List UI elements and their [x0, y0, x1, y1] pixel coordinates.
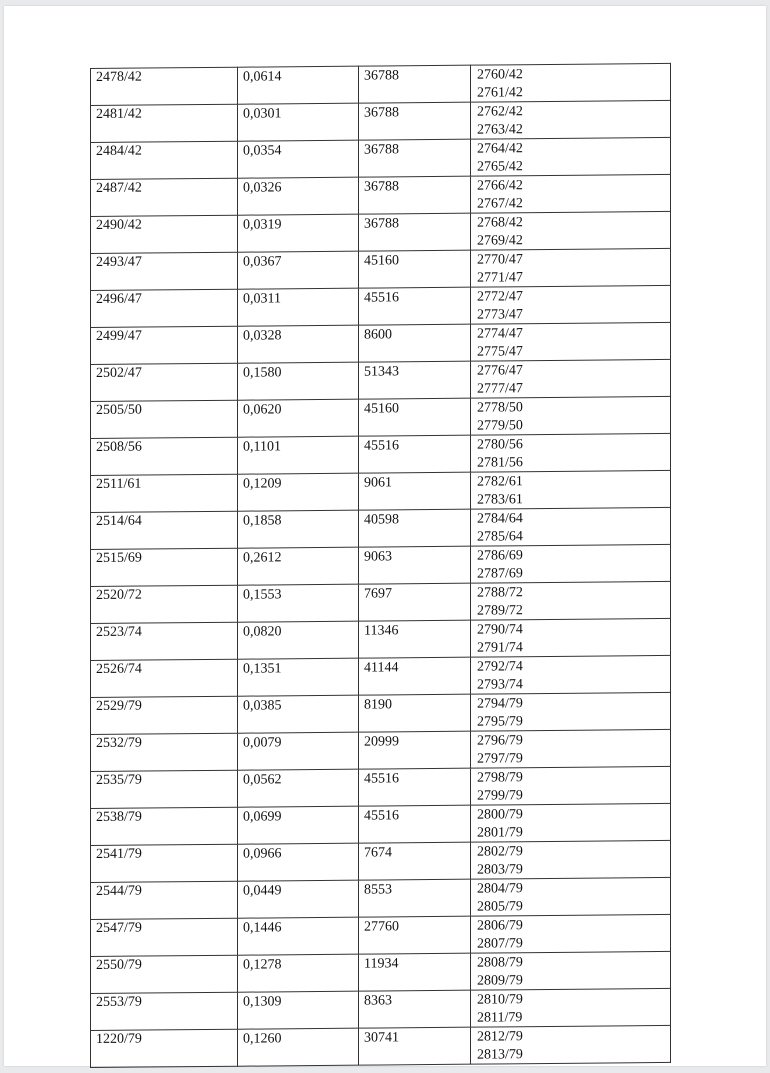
new-parcels-cell	[471, 470, 671, 509]
cell-text: 2794/79	[477, 696, 523, 712]
area-cell	[238, 584, 359, 622]
area-cell	[238, 251, 359, 289]
table-row	[91, 581, 671, 623]
area-cell	[238, 732, 359, 770]
cell-text: 0,1858	[243, 513, 282, 529]
cell-text: 2790/74	[477, 622, 523, 638]
area-cell	[238, 473, 359, 511]
table-row	[91, 285, 671, 327]
cell-text: 2770/47	[477, 252, 523, 268]
cell-text: 2782/61	[477, 474, 523, 490]
code-cell	[359, 731, 471, 769]
cell-text: 2783/61	[477, 492, 523, 508]
cell-text: 2496/47	[96, 291, 142, 307]
cell-text: 36788	[364, 68, 399, 84]
cell-text: 2793/74	[477, 677, 523, 693]
parcel-number-cell	[91, 622, 238, 660]
cell-text: 2760/42	[477, 67, 523, 83]
cell-text: 2808/79	[477, 955, 523, 971]
cell-text: 2771/47	[477, 270, 523, 286]
cell-text: 0,2612	[243, 550, 282, 566]
table-row	[91, 470, 671, 512]
parcel-number-cell	[91, 67, 238, 105]
cell-text: 51343	[364, 364, 399, 380]
cell-text: 0,1553	[243, 587, 282, 603]
code-cell	[359, 805, 471, 843]
parcel-number-cell	[91, 733, 238, 771]
cell-text: 0,0079	[243, 735, 282, 751]
parcel-number-cell	[91, 770, 238, 808]
code-cell	[359, 509, 471, 547]
new-parcels-cell	[471, 507, 671, 546]
cell-text: 2532/79	[96, 735, 142, 751]
code-cell	[359, 842, 471, 880]
parcel-number-cell	[91, 252, 238, 290]
cell-text: 41144	[364, 660, 399, 676]
cell-text: 8600	[364, 327, 392, 343]
parcel-number-cell	[91, 289, 238, 327]
cell-text: 0,0449	[243, 883, 282, 899]
cell-text: 45516	[364, 290, 399, 306]
code-cell	[359, 176, 471, 214]
code-cell	[359, 213, 471, 251]
area-cell	[238, 436, 359, 474]
cell-text: 2812/79	[477, 1029, 523, 1045]
cell-text: 7697	[364, 586, 392, 602]
cell-text: 2809/79	[477, 973, 523, 989]
table-row	[91, 248, 671, 290]
new-parcels-cell	[471, 877, 671, 916]
parcel-number-cell	[91, 511, 238, 549]
cell-text: 2523/74	[96, 624, 142, 640]
area-cell	[238, 214, 359, 252]
cell-text: 8553	[364, 882, 392, 898]
code-cell	[359, 990, 471, 1028]
cell-text: 2761/42	[477, 85, 523, 101]
area-cell	[238, 510, 359, 548]
new-parcels-cell	[471, 1025, 671, 1064]
area-cell	[238, 991, 359, 1029]
cell-text: 0,0354	[243, 143, 282, 159]
new-parcels-cell	[471, 803, 671, 842]
code-cell	[359, 620, 471, 658]
table-row	[91, 951, 671, 993]
table-row	[91, 840, 671, 882]
cell-text: 9063	[364, 549, 392, 565]
code-cell	[359, 250, 471, 288]
cell-text: 0,0311	[243, 291, 281, 307]
cell-text: 27760	[364, 919, 399, 935]
area-cell	[238, 769, 359, 807]
parcel-number-cell	[91, 696, 238, 734]
area-cell	[238, 880, 359, 918]
table-row	[91, 655, 671, 697]
cell-text: 0,1446	[243, 920, 282, 936]
parcel-number-cell	[91, 918, 238, 956]
code-cell	[359, 768, 471, 806]
cell-text: 2762/42	[477, 104, 523, 120]
area-cell	[238, 103, 359, 141]
new-parcels-cell	[471, 100, 671, 139]
cell-text: 45516	[364, 771, 399, 787]
area-cell	[238, 1028, 359, 1066]
code-cell	[359, 287, 471, 325]
cell-text: 2810/79	[477, 992, 523, 1008]
area-cell	[238, 658, 359, 696]
cell-text: 0,1260	[243, 1031, 282, 1047]
code-cell	[359, 324, 471, 362]
table-row	[91, 618, 671, 660]
cell-text: 2535/79	[96, 772, 142, 788]
cell-text: 0,0326	[243, 180, 282, 196]
cell-text: 2547/79	[96, 920, 142, 936]
cell-text: 2499/47	[96, 328, 142, 344]
cell-text: 2796/79	[477, 733, 523, 749]
cell-text: 2813/79	[477, 1047, 523, 1063]
parcel-number-cell	[91, 992, 238, 1030]
table-row	[91, 692, 671, 734]
cell-text: 2807/79	[477, 936, 523, 952]
parcel-number-cell	[91, 400, 238, 438]
new-parcels-cell	[471, 174, 671, 213]
parcel-number-cell	[91, 1029, 238, 1067]
table-row	[91, 1025, 671, 1067]
cell-text: 0,0699	[243, 809, 282, 825]
cell-text: 2798/79	[477, 770, 523, 786]
cell-text: 2763/42	[477, 122, 523, 138]
cell-text: 0,0562	[243, 772, 282, 788]
parcel-number-cell	[91, 585, 238, 623]
parcel-number-cell	[91, 104, 238, 142]
cell-text: 2490/42	[96, 217, 142, 233]
area-cell	[238, 399, 359, 437]
cell-text: 2781/56	[477, 455, 523, 471]
code-cell	[359, 657, 471, 695]
cell-text: 2511/61	[96, 476, 142, 492]
cell-text: 11346	[364, 623, 399, 639]
cell-text: 2789/72	[477, 603, 523, 619]
cell-text: 7674	[364, 845, 392, 861]
cell-text: 45516	[364, 438, 399, 454]
table-row	[91, 877, 671, 919]
cell-text: 0,0328	[243, 328, 282, 344]
code-cell	[359, 694, 471, 732]
cell-text: 0,1580	[243, 365, 282, 381]
cell-text: 2515/69	[96, 550, 142, 566]
cell-text: 9061	[364, 475, 392, 491]
area-cell	[238, 66, 359, 104]
table-row	[91, 766, 671, 808]
cell-text: 2779/50	[477, 418, 523, 434]
cell-text: 0,0301	[243, 106, 282, 122]
cell-text: 2520/72	[96, 587, 142, 603]
parcel-number-cell	[91, 178, 238, 216]
area-cell	[238, 917, 359, 955]
new-parcels-cell	[471, 766, 671, 805]
cell-text: 0,1351	[243, 661, 282, 677]
cell-text: 2805/79	[477, 899, 523, 915]
cell-text: 36788	[364, 216, 399, 232]
code-cell	[359, 583, 471, 621]
area-cell	[238, 362, 359, 400]
code-cell	[359, 361, 471, 399]
table-row	[91, 63, 671, 105]
cell-text: 20999	[364, 734, 399, 750]
table-row	[91, 174, 671, 216]
cell-text: 2806/79	[477, 918, 523, 934]
table-row	[91, 433, 671, 475]
table-row	[91, 100, 671, 142]
code-cell	[359, 1027, 471, 1065]
cell-text: 2776/47	[477, 363, 523, 379]
code-cell	[359, 102, 471, 140]
new-parcels-cell	[471, 248, 671, 287]
parcel-number-cell	[91, 881, 238, 919]
cell-text: 2502/47	[96, 365, 142, 381]
cell-text: 2769/42	[477, 233, 523, 249]
cell-text: 0,0620	[243, 402, 282, 418]
code-cell	[359, 953, 471, 991]
area-cell	[238, 806, 359, 844]
new-parcels-cell	[471, 581, 671, 620]
new-parcels-cell	[471, 951, 671, 990]
cell-text: 2487/42	[96, 180, 142, 196]
cell-text: 2791/74	[477, 640, 523, 656]
cell-text: 2800/79	[477, 807, 523, 823]
table-row	[91, 988, 671, 1030]
cell-text: 1220/79	[96, 1031, 142, 1047]
cell-text: 2799/79	[477, 788, 523, 804]
cell-text: 2788/72	[477, 585, 523, 601]
new-parcels-cell	[471, 322, 671, 361]
cell-text: 45160	[364, 401, 399, 417]
cell-text: 2803/79	[477, 862, 523, 878]
new-parcels-cell	[471, 433, 671, 472]
code-cell	[359, 916, 471, 954]
cell-text: 2795/79	[477, 714, 523, 730]
cell-text: 2505/50	[96, 402, 142, 418]
new-parcels-cell	[471, 396, 671, 435]
new-parcels-cell	[471, 359, 671, 398]
new-parcels-cell	[471, 914, 671, 953]
table-row	[91, 396, 671, 438]
table-row	[91, 803, 671, 845]
cell-text: 2787/69	[477, 566, 523, 582]
cell-text: 2801/79	[477, 825, 523, 841]
cell-text: 8190	[364, 697, 392, 713]
cell-text: 2772/47	[477, 289, 523, 305]
area-cell	[238, 843, 359, 881]
new-parcels-cell	[471, 988, 671, 1027]
code-cell	[359, 139, 471, 177]
area-cell	[238, 547, 359, 585]
cell-text: 2775/47	[477, 344, 523, 360]
cell-text: 11934	[364, 956, 399, 972]
cell-text: 2478/42	[96, 69, 142, 85]
cell-text: 2484/42	[96, 143, 142, 159]
cell-text: 2481/42	[96, 106, 142, 122]
parcel-number-cell	[91, 474, 238, 512]
cell-text: 2550/79	[96, 957, 142, 973]
cell-text: 45516	[364, 808, 399, 824]
area-cell	[238, 325, 359, 363]
cell-text: 2768/42	[477, 215, 523, 231]
new-parcels-cell	[471, 618, 671, 657]
table-row	[91, 914, 671, 956]
table-row	[91, 211, 671, 253]
table-row	[91, 322, 671, 364]
cell-text: 2784/64	[477, 511, 523, 527]
cell-text: 2526/74	[96, 661, 142, 677]
cell-text: 0,0966	[243, 846, 282, 862]
parcel-number-cell	[91, 437, 238, 475]
cell-text: 0,1278	[243, 957, 282, 973]
cell-text: 2767/42	[477, 196, 523, 212]
cell-text: 0,1309	[243, 994, 282, 1010]
cell-text: 2804/79	[477, 881, 523, 897]
parcel-number-cell	[91, 807, 238, 845]
cell-text: 2792/74	[477, 659, 523, 675]
code-cell	[359, 65, 471, 103]
cell-text: 0,1209	[243, 476, 282, 492]
parcel-number-cell	[91, 844, 238, 882]
cell-text: 2785/64	[477, 529, 523, 545]
code-cell	[359, 398, 471, 436]
cell-text: 2529/79	[96, 698, 142, 714]
new-parcels-cell	[471, 692, 671, 731]
table-row	[91, 359, 671, 401]
parcel-table	[90, 63, 671, 1068]
cell-text: 2766/42	[477, 178, 523, 194]
parcel-number-cell	[91, 955, 238, 993]
cell-text: 2541/79	[96, 846, 142, 862]
parcel-number-cell	[91, 215, 238, 253]
cell-text: 40598	[364, 512, 399, 528]
area-cell	[238, 621, 359, 659]
cell-text: 2553/79	[96, 994, 142, 1010]
cell-text: 0,0385	[243, 698, 282, 714]
parcel-number-cell	[91, 141, 238, 179]
parcel-number-cell	[91, 363, 238, 401]
cell-text: 0,0367	[243, 254, 282, 270]
parcel-number-cell	[91, 548, 238, 586]
cell-text: 2508/56	[96, 439, 142, 455]
cell-text: 30741	[364, 1030, 399, 1046]
cell-text: 8363	[364, 993, 392, 1009]
parcel-number-cell	[91, 326, 238, 364]
cell-text: 2780/56	[477, 437, 523, 453]
cell-text: 36788	[364, 179, 399, 195]
table-row	[91, 137, 671, 179]
new-parcels-cell	[471, 655, 671, 694]
new-parcels-cell	[471, 544, 671, 583]
table-row	[91, 729, 671, 771]
cell-text: 2811/79	[477, 1010, 523, 1026]
new-parcels-cell	[471, 729, 671, 768]
area-cell	[238, 140, 359, 178]
table-row	[91, 544, 671, 586]
area-cell	[238, 177, 359, 215]
cell-text: 2773/47	[477, 307, 523, 323]
cell-text: 2778/50	[477, 400, 523, 416]
cell-text: 2764/42	[477, 141, 523, 157]
parcel-table-body	[91, 63, 671, 1067]
cell-text: 0,0614	[243, 69, 282, 85]
code-cell	[359, 879, 471, 917]
cell-text: 36788	[364, 105, 399, 121]
cell-text: 2493/47	[96, 254, 142, 270]
code-cell	[359, 435, 471, 473]
code-cell	[359, 546, 471, 584]
cell-text: 2797/79	[477, 751, 523, 767]
cell-text: 2777/47	[477, 381, 523, 397]
cell-text: 2514/64	[96, 513, 142, 529]
cell-text: 0,0820	[243, 624, 282, 640]
code-cell	[359, 472, 471, 510]
area-cell	[238, 954, 359, 992]
parcel-number-cell	[91, 659, 238, 697]
document-page	[4, 6, 766, 1066]
new-parcels-cell	[471, 211, 671, 250]
table-row	[91, 507, 671, 549]
new-parcels-cell	[471, 285, 671, 324]
area-cell	[238, 288, 359, 326]
cell-text: 0,1101	[243, 439, 281, 455]
cell-text: 2786/69	[477, 548, 523, 564]
cell-text: 2765/42	[477, 159, 523, 175]
new-parcels-cell	[471, 840, 671, 879]
new-parcels-cell	[471, 63, 671, 102]
cell-text: 2544/79	[96, 883, 142, 899]
cell-text: 45160	[364, 253, 399, 269]
cell-text: 2802/79	[477, 844, 523, 860]
new-parcels-cell	[471, 137, 671, 176]
area-cell	[238, 695, 359, 733]
cell-text: 2774/47	[477, 326, 523, 342]
cell-text: 36788	[364, 142, 399, 158]
cell-text: 0,0319	[243, 217, 282, 233]
cell-text: 2538/79	[96, 809, 142, 825]
